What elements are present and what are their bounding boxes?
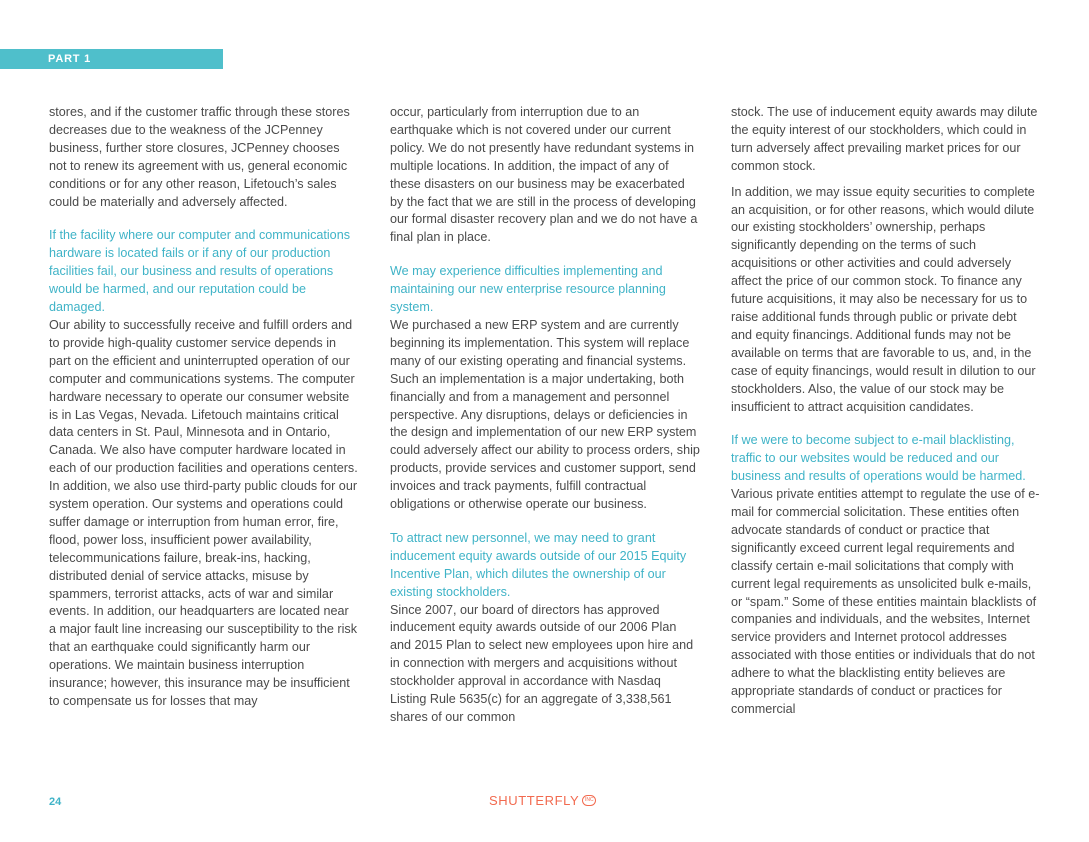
logo-wordmark: SHUTTERFLY: [489, 792, 580, 808]
part-label: PART 1: [48, 53, 92, 65]
section-heading: If we were to become subject to e-mail blacklisting, traffic to our websites would be reduced and our business and results of operations would be harmed.: [731, 433, 1026, 484]
logo-inc-badge: INC: [582, 795, 596, 806]
body-paragraph: occur, particularly from interruption due to an earthquake which is not covered under our current policy. We do not presently have redundant systems in multiple locations. In addition, the impact of any of these disasters on our business may be exacerbated by the fact that we are still in the process of developing our formal disaster recovery plan and we do not have a final plan in place.: [390, 105, 698, 245]
body-paragraph: We purchased a new ERP system and are currently beginning its implementation. This system will replace many of our existing operating and financial systems. Such an implementation is a major undertaking, both financially and from a management and personnel perspective. Any disruptions, delays or deficiencies in the design and implementation of our new ERP system could adversely affect our ability to process orders, ship products, provide services and customer support, send invoices and track payments, fulfill contractual obligations or otherwise operate our business.: [390, 317, 700, 512]
page-number: 24: [49, 796, 62, 808]
part-header-band: [0, 49, 223, 69]
body-paragraph: Various private entities attempt to regulate the use of e-mail for commercial solicitation. These entities often advocate standards of conduct or practice that significantly exceed current legal requirements and classify certain e-mail solicitations that comply with current legal requirements as unsolicited bulk e-mails, or “spam.” Some of these entities maintain blacklists of companies and individuals, and the websites, Internet service providers and Internet protocol addresses associated with those entities or individuals that do not adhere to what the blacklisting entity believes are appropriate standards of conduct or practices for commercial: [731, 487, 1040, 716]
section-heading: To attract new personnel, we may need to grant inducement equity awards outside of our 2015 Equity Incentive Plan, which dilutes the ownership of our existing stockholders.: [390, 530, 687, 599]
body-paragraph: Our ability to successfully receive and fulfill orders and to provide high-quality customer service depends in part on the efficient and uninterrupted operation of our computer and communications systems. The computer hardware necessary to operate our consumer website is in Las Vegas, Nevada. Lifetouch maintains critical data centers in St. Paul, Minnesota and in Ontario, Canada. We also have computer hardware located in each of our production facilities and operations centers. In addition, we also use third-party public clouds for our system operation. Our systems and operations could suffer damage or interruption from human error, fire, flood, power loss, insufficient power availability, telecommunications failure, break-ins, hacking, distributed denial of service attacks, misuse by spammers, terrorist attacks, acts of war and similar events. In addition, our headquarters are located near a major fault line increasing our susceptibility to the risk that an earthquake could significantly harm our operations. We maintain business interruption insurance; however, this insurance may be insufficient to compensate us for losses that may: [49, 317, 358, 708]
section-heading: If the facility where our computer and communications hardware is located fails or if any of our production facilities fail, our business and results of operations would be harmed, and our reputation could be damaged.: [49, 228, 350, 315]
shutterfly-logo: [489, 792, 596, 808]
body-paragraph: stores, and if the customer traffic through these stores decreases due to the weakness of the JCPenney business, further store closures, JCPenney chooses not to renew its agreement with us, general economic conditions or for any other reason, Lifetouch’s sales could be materially and adversely affected.: [49, 105, 350, 209]
body-paragraph: In addition, we may issue equity securities to complete an acquisition, or for other reasons, which would dilute our existing stockholders’ ownership, perhaps significantly depending on the terms of such acquisitions or other activities and could adversely affect the price of our common stock. To finance any future acquisitions, it may also be necessary for us to raise additional funds through public or private debt and equity financings. Additional funds may not be available on terms that are favorable to us, and, in the case of equity financings, would result in dilution to our stockholders. Also, the value of our stock may be insufficient to attract acquisition candidates.: [731, 184, 1036, 414]
section-heading: We may experience difficulties implementing and maintaining our new enterprise resource planning system.: [390, 264, 666, 315]
body-paragraph: stock. The use of inducement equity awards may dilute the equity interest of our stockholders, which could in turn adversely affect prevailing market prices for our common stock.: [731, 105, 1038, 173]
body-paragraph: Since 2007, our board of directors has approved inducement equity awards outside of our 2006 Plan and 2015 Plan to select new employees upon hire and in connection with mergers and acquisitions without stockholder approval in accordance with Nasdaq Listing Rule 5635(c) for an aggregate of 3,338,561 shares of our common: [390, 602, 694, 724]
column-3: [731, 104, 1041, 719]
column-1: [49, 104, 359, 711]
column-2: [390, 104, 700, 727]
